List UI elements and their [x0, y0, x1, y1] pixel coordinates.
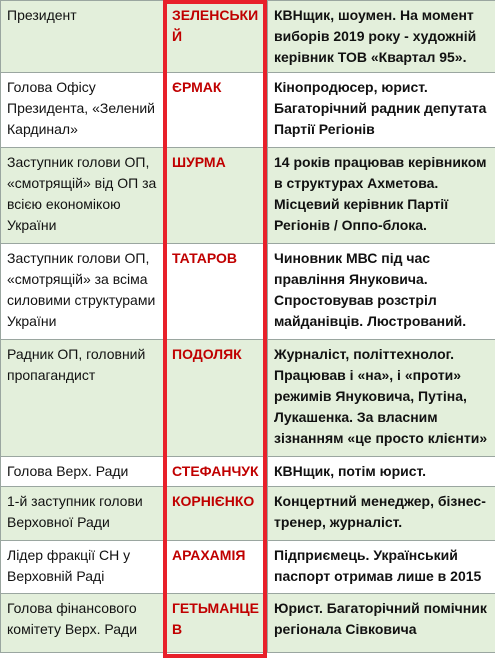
table-row — [1, 457, 495, 487]
role-cell: 1-й заступник голови Верховної Ради — [1, 487, 164, 541]
table-row — [1, 594, 495, 653]
name-cell: КОРНІЄНКО — [164, 487, 268, 541]
bio-cell: Підприємець. Український паспорт отримав лише в 2015 — [268, 541, 495, 594]
name-cell: ЗЕЛЕНСЬКИЙ — [164, 1, 268, 73]
name-cell: ГЕТЬМАНЦЕВ — [164, 594, 268, 653]
bio-cell: КВНщик, потім юрист. — [268, 457, 495, 487]
role-cell: Голова фінансового комітету Верх. Ради — [1, 594, 164, 653]
name-cell: СТЕФАНЧУК — [164, 457, 268, 487]
bio-cell: Кінопродюсер, юрист. Багаторічний радник депутата Партії Регіонів — [268, 73, 495, 148]
table-row — [1, 487, 495, 541]
role-cell: Заступник голови ОП, «смотрящій» за всіма силовими структурами України — [1, 244, 164, 340]
table-row — [1, 244, 495, 340]
bio-cell: Журналіст, політтехнолог. Працював і «на», і «проти» режимів Януковича, Путіна, Лукашенка. За власним зізнанням «це просто клієнти» — [268, 340, 495, 457]
role-cell: Радник ОП, головний пропагандист — [1, 340, 164, 457]
name-cell: ПОДОЛЯК — [164, 340, 268, 457]
table-row — [1, 73, 495, 148]
role-cell: Заступник голови ОП, «смотрящій» від ОП за всією економікою України — [1, 148, 164, 244]
table-row — [1, 1, 495, 73]
table-row — [1, 148, 495, 244]
name-cell: ЄРМАК — [164, 73, 268, 148]
name-cell: ТАТАРОВ — [164, 244, 268, 340]
bio-cell: КВНщик, шоумен. На момент виборів 2019 року - художній керівник ТОВ «Квартал 95». — [268, 1, 495, 73]
bio-cell: Чиновник МВС під час правління Януковича. Спростовував розстріл майданівців. Люстрований. — [268, 244, 495, 340]
bio-cell: 14 років працював керівником в структурах Ахметова. Місцевий керівник Партії Регіонів / Оппо-блока. — [268, 148, 495, 244]
bio-cell: Концертний менеджер, бізнес-тренер, журналіст. — [268, 487, 495, 541]
name-cell: АРАХАМІЯ — [164, 541, 268, 594]
bio-cell: Юрист. Багаторічний помічник регіонала Сівковича — [268, 594, 495, 653]
table-row — [1, 340, 495, 457]
role-cell: Президент — [1, 1, 164, 73]
role-cell: Голова Офісу Президента, «Зелений Кардинал» — [1, 73, 164, 148]
role-cell: Голова Верх. Ради — [1, 457, 164, 487]
role-cell: Лідер фракції СН у Верховній Раді — [1, 541, 164, 594]
table-row — [1, 541, 495, 594]
name-cell: ШУРМА — [164, 148, 268, 244]
